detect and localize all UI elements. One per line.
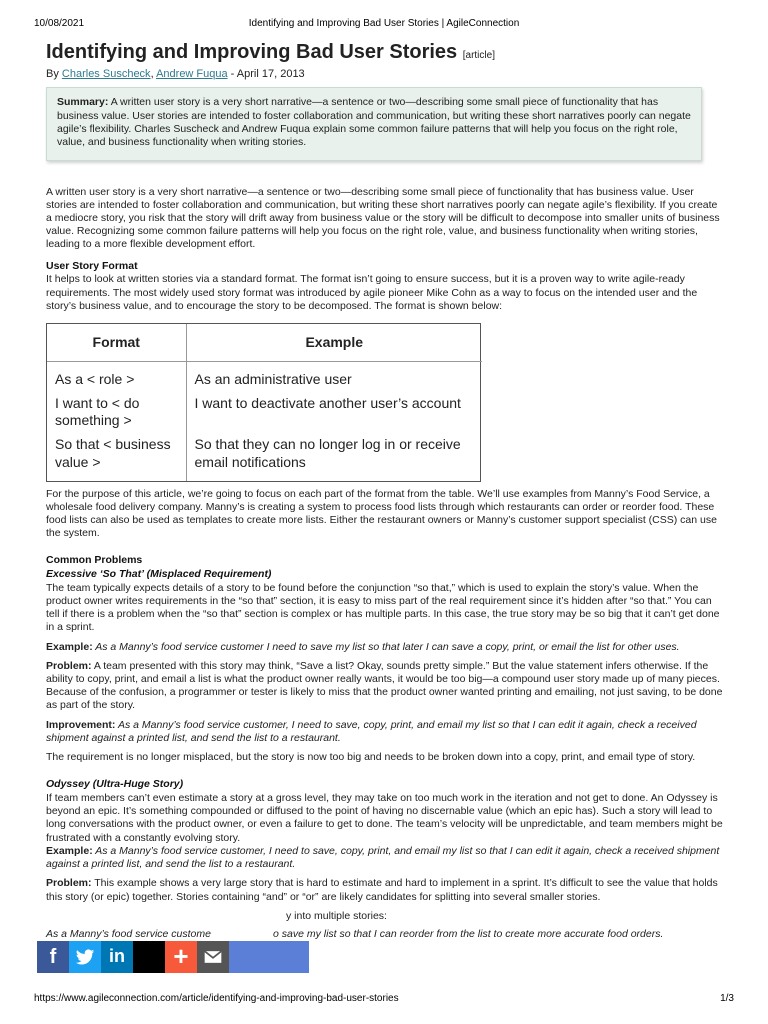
example-header: Example (186, 324, 482, 362)
format-table-frame (46, 323, 481, 482)
summary-text: A written user story is a very short narrative—a sentence or two—describing some small piece of functionality that has business value. User stories are intended to foster collaboration and communication, but writing these short narratives poorly can negate agile’s flexibility. Charles Suscheck and Andrew Fuqua explain some common failure patterns that will help you focus on the right role, value, and business functionality when writing stories. (57, 96, 691, 149)
example-1 (46, 641, 724, 654)
byline-prefix: By (46, 68, 62, 80)
byline (46, 67, 724, 81)
author-link-suscheck[interactable]: Charles Suscheck (61, 68, 151, 80)
linkedin-share-button[interactable] (101, 941, 133, 973)
table-cell-example-want: I want to deactivate another user’s account (194, 395, 461, 412)
article-title-text: Identifying and Improving Bad User Stories (46, 41, 458, 63)
problem-2-text: This example shows a very large story that is hard to estimate and hard to implement in a sprint. It’s difficult to see the value that holds this story (or epic) together. Stories containing “and” or “or” are likely candidates for splitting into several smaller stories. (46, 877, 718, 903)
last-example-end: o save my list so that I can reorder from the list to create more accurate food orders. (272, 927, 664, 940)
share-panel-button[interactable] (229, 941, 309, 973)
example-2 (46, 845, 724, 871)
mail-icon (203, 947, 223, 967)
improvement-1 (46, 719, 724, 745)
problem-1-text: A team presented with this story may think, “Save a list? Okay, sounds pretty simple.” But the value statement infers otherwise. If the ability to copy, print, and email a list is what the product owner really wants, it would be too big—a compound user story made up of many pieces. Because of the confusion, a programmer or tester is likely to miss that the product owner wanted printing and emailing, not just saving, to be done as part of the story. (46, 659, 723, 712)
example-1-text: As a Manny’s food service customer I need to save my list so that later I can save a copy, print, or email the list for other uses. (92, 640, 680, 653)
requirement-paragraph: The requirement is no longer misplaced, but the story is now too big and needs to be broken down into a copy, print, and email type of story. (46, 751, 696, 764)
table-cell-example-value: So that they can no longer log in or receive email notifications (194, 436, 461, 470)
table-cell-example-role: As an administrative user (194, 371, 352, 388)
print-footer (34, 992, 734, 1005)
summary-box (46, 87, 702, 160)
author-link-fuqua[interactable]: Andrew Fuqua (156, 68, 228, 80)
problem-2 (46, 877, 724, 903)
plus-icon: + (173, 941, 189, 972)
misplaced-requirement-heading: Excessive ‘So That’ (Misplaced Requirement) (46, 568, 272, 581)
improvement-1-label: Improvement: (46, 718, 116, 731)
twitter-icon (75, 947, 95, 967)
format-header: Format (47, 324, 186, 362)
example-2-label: Example: (46, 844, 93, 857)
user-story-format-heading: User Story Format (46, 259, 138, 272)
common-problems-heading: Common Problems (46, 554, 143, 567)
twitter-share-button[interactable] (69, 941, 101, 973)
article-content (46, 40, 724, 941)
print-url: https://www.agileconnection.com/article/identifying-and-improving-bad-user-stories (34, 993, 399, 1004)
facebook-icon: f (49, 946, 57, 968)
page-number: 1/3 (720, 993, 734, 1004)
format-table (47, 324, 482, 481)
odyssey-paragraph: If team members can’t even estimate a story at a gross level, they may take on too much work in the iteration and not get to done. An Odyssey is beyond an epic. It’s something compounded or diffused to the point of having no discernable value (which an epic has). Such a story will lead to long conversations with the product owner, or even a failure to get to done. The team’s velocity will be unpredictable, and team members might be frustrated with a constantly evolving story. (46, 792, 723, 844)
intro-paragraph: A written user story is a very short narrative—a sentence or two—describing some small piece of functionality that has business value. User stories are intended to foster collaboration and communication, but writing these short narratives poorly can negate agile’s flexibility. If you create a mediocre story, you risk that the story will drift away from business value or the story will be difficult to decompose into smaller units of business value. Recognizing some common failure patterns will help you focus on the right role, value, and business functionality when writing stories, leading to a more flexible development effort. (46, 185, 720, 251)
misplaced-paragraph: The team typically expects details of a story to be found before the conjunction “so that,” which is used to explain the story’s value. When the product owner writes requirements in the “so that” section, it is easy to miss part of the real requirement since it’s hidden after “so that.” You can tell if there is a problem when the “so that” section is complex or has multiple parts. In this case, the true story may be so big that it can’t get done in a sprint. (46, 581, 720, 634)
more-share-button[interactable] (165, 941, 197, 973)
social-share-bar (37, 941, 309, 973)
problem-1-label: Problem: (46, 659, 92, 672)
article-date: - April 17, 2013 (227, 68, 305, 80)
example-1-label: Example: (46, 640, 93, 653)
article-tag: [article] (462, 50, 495, 61)
problem-1 (46, 660, 724, 713)
share-button-dark[interactable] (133, 941, 165, 973)
split-line: y into multiple stories: (286, 909, 387, 922)
improvement-1-text: As a Manny’s food service customer, I need to save, copy, print, and email my list so that I can edit it again, check a received shipment against a printed list, and send the list to a restaurant. (46, 718, 697, 744)
byline-separator: , (150, 68, 157, 80)
linkedin-icon: in (109, 946, 125, 967)
summary-label: Summary: (57, 96, 109, 109)
print-header (34, 17, 734, 31)
format-paragraph: It helps to look at written stories via a standard format. The format isn’t going to ensure success, but it is a proven way to write agile-ready requirements. The most widely used story format was introduced by agile pioneer Mike Cohn as a way to focus on the intended user and the story’s business value, and to encourage the story to be decomposed. The format is shown below: (46, 273, 698, 312)
problem-2-label: Problem: (46, 877, 92, 890)
article-title (46, 40, 724, 64)
print-date: 10/08/2021 (34, 18, 85, 29)
example-2-text: As a Manny’s food service customer, I need to save, copy, print, and email my list so that I can edit it again, check a received shipment against a printed list, and send the list to a restaurant. (46, 844, 720, 871)
table-cell-format-value: So that < business value > (47, 429, 186, 480)
table-cell-format-want: I want to < do something > (47, 388, 186, 429)
odyssey-heading: Odyssey (Ultra-Huge Story) (46, 778, 184, 791)
facebook-share-button[interactable] (37, 941, 69, 973)
last-example-line (46, 928, 724, 941)
last-example-start: As a Manny’s food service custome (46, 927, 211, 940)
email-share-button[interactable] (197, 941, 229, 973)
print-page-title: Identifying and Improving Bad User Stories | AgileConnection (248, 18, 520, 29)
table-cell-format-role: As a < role > (47, 362, 186, 389)
after-table-paragraph: For the purpose of this article, we’re going to focus on each part of the format from the table. We’ll use examples from Manny’s Food Service, a wholesale food delivery company. Manny’s is creating a system to process food lists through which restaurants can order or reorder food. These food lists can also be used as templates to create more lists. Either the restaurant owners or Manny’s customer support specialist (CSS) can use the system. (46, 487, 717, 540)
